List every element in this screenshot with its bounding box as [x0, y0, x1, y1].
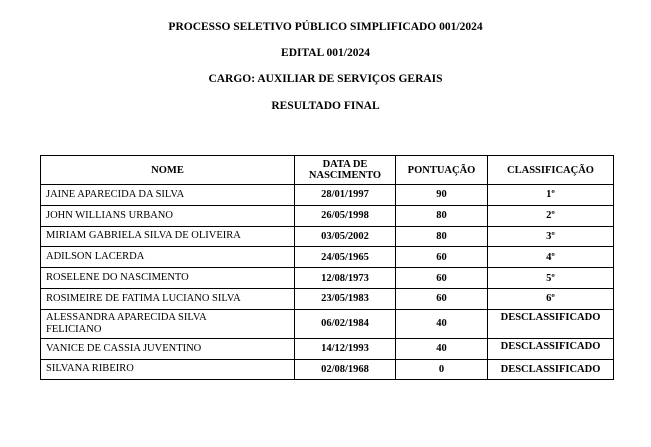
classification: 1º: [488, 185, 614, 206]
score: 80: [396, 226, 488, 247]
score: 40: [396, 309, 488, 338]
birth-date: 28/01/1997: [295, 185, 396, 206]
classification: 3º: [488, 226, 614, 247]
score: 60: [396, 247, 488, 268]
candidate-name: JAINE APARECIDA DA SILVA: [41, 185, 295, 206]
candidate-name: ROSELENE DO NASCIMENTO: [41, 268, 295, 289]
birth-date: 06/02/1984: [295, 309, 396, 338]
column-header-birth-date: [295, 156, 396, 185]
classification: 5º: [488, 268, 614, 289]
results-table: [40, 155, 614, 380]
candidate-name-line2: FELICIANO: [46, 323, 102, 335]
score: 0: [396, 359, 488, 380]
score: 90: [396, 185, 488, 206]
score: 60: [396, 268, 488, 289]
score: 80: [396, 205, 488, 226]
classification: DESCLASSIFICADO: [488, 309, 614, 338]
birth-date: 26/05/1998: [295, 205, 396, 226]
classification: DESCLASSIFICADO: [488, 338, 614, 359]
table-row: [41, 205, 614, 226]
classification: 4º: [488, 247, 614, 268]
column-header-classification: CLASSIFICAÇÃO: [488, 156, 614, 185]
candidate-name-line1: ALESSANDRA APARECIDA SILVA: [46, 311, 207, 323]
column-header-birth-line1: DATA DE: [322, 159, 368, 170]
table-header-row: [41, 156, 614, 185]
column-header-birth-line2: NASCIMENTO: [308, 170, 382, 181]
birth-date: 12/08/1973: [295, 268, 396, 289]
table-row: [41, 288, 614, 309]
job-position: CARGO: AUXILIAR DE SERVIÇOS GERAIS: [208, 73, 443, 85]
classification: 6º: [488, 288, 614, 309]
birth-date: 24/05/1965: [295, 247, 396, 268]
candidate-name: SILVANA RIBEIRO: [41, 359, 295, 380]
table-row: [41, 247, 614, 268]
table-row: [41, 309, 614, 338]
table-row: [41, 226, 614, 247]
table-row: [41, 185, 614, 206]
birth-date: 03/05/2002: [295, 226, 396, 247]
score: 60: [396, 288, 488, 309]
result-title: RESULTADO FINAL: [271, 100, 380, 112]
candidate-name: [41, 309, 295, 338]
edital-number: EDITAL 001/2024: [281, 47, 370, 59]
table-row: [41, 338, 614, 359]
birth-date: 14/12/1993: [295, 338, 396, 359]
birth-date: 23/05/1983: [295, 288, 396, 309]
candidate-name: MIRIAM GABRIELA SILVA DE OLIVEIRA: [41, 226, 295, 247]
document-title: PROCESSO SELETIVO PÚBLICO SIMPLIFICADO 001/2024: [168, 21, 483, 33]
birth-date: 02/08/1968: [295, 359, 396, 380]
column-header-name: NOME: [41, 156, 295, 185]
candidate-name: ROSIMEIRE DE FATIMA LUCIANO SILVA: [41, 288, 295, 309]
score: 40: [396, 338, 488, 359]
candidate-name: ADILSON LACERDA: [41, 247, 295, 268]
column-header-score: PONTUAÇÃO: [396, 156, 488, 185]
classification: 2º: [488, 205, 614, 226]
table-row: [41, 268, 614, 289]
candidate-name: JOHN WILLIANS URBANO: [41, 205, 295, 226]
table-row: [41, 359, 614, 380]
candidate-name: VANICE DE CASSIA JUVENTINO: [41, 338, 295, 359]
classification: DESCLASSIFICADO: [488, 359, 614, 380]
